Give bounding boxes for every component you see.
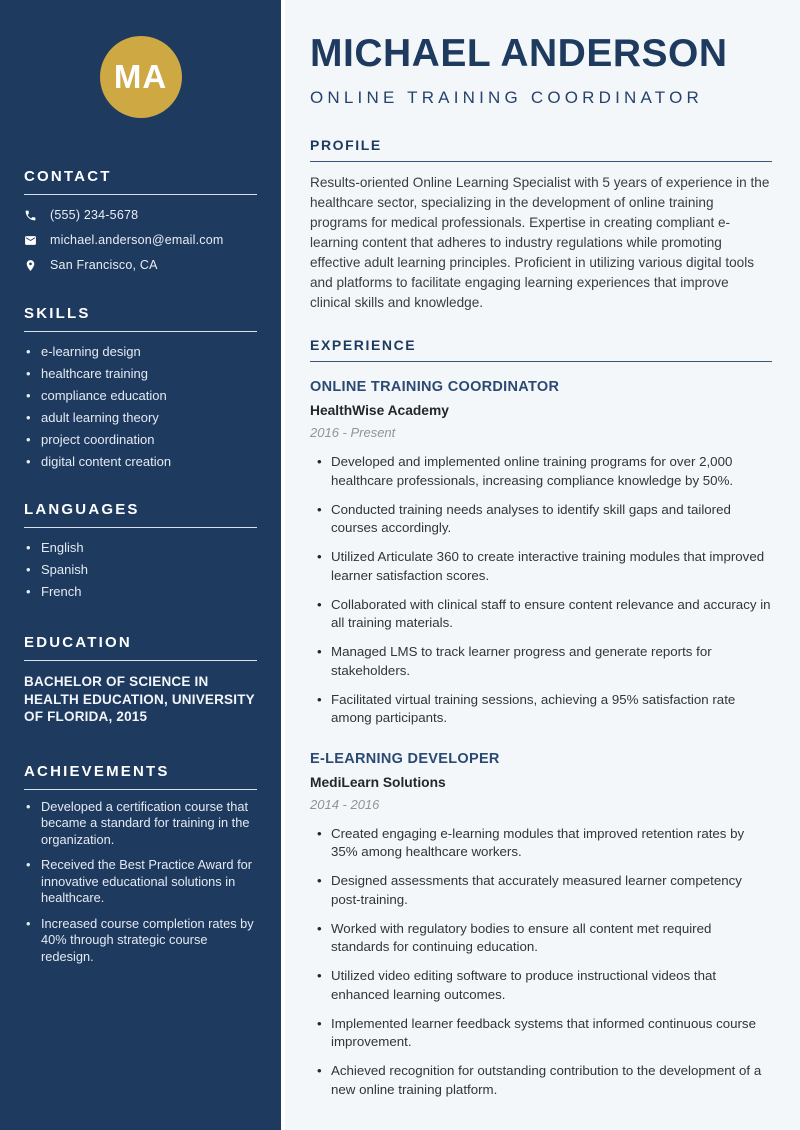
achievement-item: • Increased course completion rates by 40% through strategic course redesign. [24, 916, 257, 966]
job-company: HealthWise Academy [310, 403, 449, 418]
job-bullet: • Conducted training needs analyses to identify skill gaps and tailored courses accordingly. [310, 501, 772, 538]
achievements-section [24, 763, 257, 966]
contact-row-email [24, 233, 257, 247]
contact-list [24, 208, 257, 272]
skills-list [24, 341, 257, 473]
languages-list [24, 537, 257, 603]
languages-heading: LANGUAGES [24, 501, 140, 518]
achievement-item: • Received the Best Practice Award for innovative educational solutions in healthcare. [24, 857, 257, 907]
job-bullet-list [310, 825, 772, 1100]
languages-section [24, 501, 257, 603]
skill-item: • adult learning theory [24, 407, 257, 429]
job-bullet: • Utilized Articulate 360 to create interactive training modules that improved learner satisfaction scores. [310, 548, 772, 585]
divider [24, 331, 257, 332]
skill-item: • e-learning design [24, 341, 257, 363]
job-bullet-list [310, 453, 772, 728]
divider [24, 660, 257, 661]
job-bullet: • Collaborated with clinical staff to ensure content relevance and accuracy in all training materials. [310, 596, 772, 633]
contact-heading: CONTACT [24, 168, 112, 185]
job-bullet: • Facilitated virtual training sessions, achieving a 95% satisfaction rate among participants. [310, 691, 772, 728]
skill-item: • compliance education [24, 385, 257, 407]
job-entry-2 [310, 751, 772, 1100]
resume-main [285, 0, 800, 1130]
achievements-heading: ACHIEVEMENTS [24, 762, 170, 780]
education-section [24, 634, 257, 726]
job-bullet: • Designed assessments that accurately measured learner competency post-training. [310, 872, 772, 909]
divider [24, 194, 257, 195]
achievement-item: • Developed a certification course that became a standard for training in the organization. [24, 799, 257, 849]
skill-item: • project coordination [24, 429, 257, 451]
language-item: • French [24, 581, 257, 603]
job-bullet: • Worked with regulatory bodies to ensure all content met required standards for continuing education. [310, 920, 772, 957]
job-bullet: • Achieved recognition for outstanding contribution to the development of a new online training platform. [310, 1062, 772, 1099]
resume-sidebar [0, 0, 281, 1130]
job-title: ONLINE TRAINING COORDINATOR [310, 379, 560, 395]
language-item: • Spanish [24, 559, 257, 581]
profile-section [310, 137, 772, 313]
job-bullet: • Utilized video editing software to produce instructional videos that enhanced learning outcomes. [310, 967, 772, 1004]
contact-section [24, 168, 257, 272]
job-bullet: • Developed and implemented online training programs for over 2,000 healthcare professionals, increasing compliance knowledge by 50%. [310, 453, 772, 490]
job-bullet: • Created engaging e-learning modules that improved retention rates by 35% among healthcare workers. [310, 825, 772, 862]
achievements-list [24, 799, 257, 966]
avatar [100, 36, 182, 118]
job-company: MediLearn Solutions [310, 774, 446, 790]
contact-row-phone [24, 208, 257, 222]
contact-row-location [24, 258, 257, 272]
location-icon [24, 259, 37, 272]
divider [24, 527, 257, 528]
location-value: San Francisco, CA [50, 258, 158, 272]
divider [24, 789, 257, 790]
avatar-initials: MA [113, 58, 168, 95]
job-dates: 2014 - 2016 [310, 796, 380, 812]
section-rule [310, 361, 772, 362]
email-value: michael.anderson@email.com [50, 233, 224, 247]
job-bullet: • Implemented learner feedback systems that informed continuous course improvement. [310, 1015, 772, 1052]
degree-text: BACHELOR OF SCIENCE IN HEALTH EDUCATION, UNIVERSITY OF FLORIDA, 2015 [24, 674, 255, 724]
profile-heading: PROFILE [310, 137, 382, 153]
profile-text: Results-oriented Online Learning Specialist with 5 years of experience in the healthcare sector, specializing in the development of online training programs for medical professionals. Expertise in creating compliant e-learning content that adheres to industry regulations while promoting effective adult learning principles. Proficient in utilizing various digital tools and platforms to facilitate engaging learning experiences that improve clinical skills and knowledge. [310, 175, 770, 310]
person-name: MICHAEL ANDERSON [310, 32, 728, 75]
phone-value: (555) 234-5678 [50, 208, 139, 222]
person-title: ONLINE TRAINING COORDINATOR [310, 88, 703, 107]
job-entry-1 [310, 379, 772, 728]
email-icon [24, 234, 37, 247]
skills-section [24, 305, 257, 473]
section-rule [310, 161, 772, 162]
skills-heading: SKILLS [24, 305, 91, 322]
education-heading: EDUCATION [24, 634, 132, 651]
job-bullet: • Managed LMS to track learner progress and generate reports for stakeholders. [310, 643, 772, 680]
job-dates: 2016 - Present [310, 425, 396, 440]
language-item: • English [24, 537, 257, 559]
skill-item: • digital content creation [24, 451, 257, 473]
phone-icon [24, 209, 37, 222]
experience-heading: EXPERIENCE [310, 337, 417, 353]
skill-item: • healthcare training [24, 363, 257, 385]
job-title: E-LEARNING DEVELOPER [310, 750, 500, 767]
experience-section [310, 337, 772, 1099]
